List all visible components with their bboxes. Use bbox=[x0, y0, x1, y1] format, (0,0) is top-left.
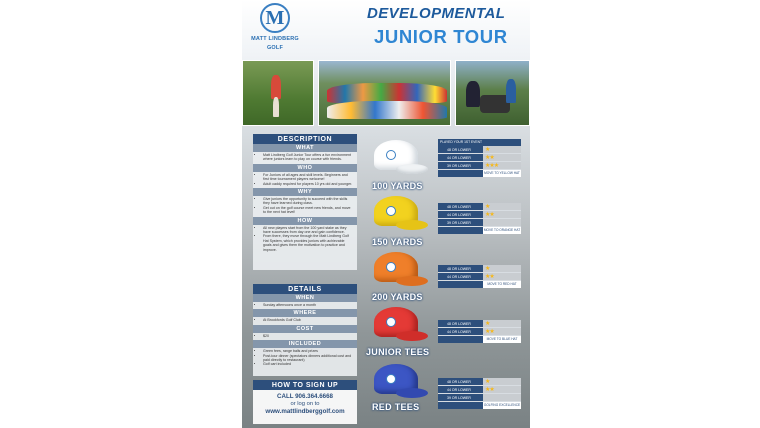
level-label-200-yards: 200 YARDS bbox=[372, 292, 423, 302]
table-row: 48 OR LOWER ★ bbox=[438, 203, 521, 211]
when-heading: WHEN bbox=[253, 294, 357, 302]
included-bullet: • Golf cart included bbox=[263, 362, 353, 366]
signup-or: or log on to bbox=[290, 401, 320, 407]
included-bullet: • Green fees, range balls and prizes bbox=[263, 349, 353, 353]
signup-box bbox=[253, 380, 357, 424]
photo-cart bbox=[455, 60, 530, 126]
red-hat-icon bbox=[366, 305, 430, 345]
level-label-red-tees: RED TEES bbox=[372, 402, 420, 412]
cost-text: • $20 bbox=[263, 334, 353, 338]
cost-heading: COST bbox=[253, 325, 357, 333]
star-icon bbox=[483, 394, 521, 401]
why-bullet: • Get out on the golf course meet new friends, and move to the next hat level! bbox=[263, 206, 353, 215]
level-label-100-yards: 100 YARDS bbox=[372, 181, 423, 191]
table-row: 39 OR LOWER bbox=[438, 219, 521, 227]
score-table-150-yards bbox=[438, 203, 521, 234]
star-icon: ★ bbox=[483, 203, 521, 210]
star-icon: ★ bbox=[483, 320, 521, 327]
how-heading: HOW bbox=[253, 217, 357, 225]
table-footer: GOLFING EXCELLENCE bbox=[483, 403, 521, 407]
logo bbox=[250, 3, 300, 57]
table-row: 44 OR LOWER ★★ bbox=[438, 386, 521, 394]
description-panel bbox=[253, 134, 357, 270]
table-row: 48 OR LOWER ★ bbox=[438, 265, 521, 273]
title-developmental: DEVELOPMENTAL bbox=[367, 5, 506, 22]
table-header: PLAYED YOUR 1ST EVENT bbox=[438, 139, 521, 146]
photo-golfer-swing bbox=[242, 60, 314, 126]
details-title: DETAILS bbox=[253, 284, 357, 294]
table-row: 39 OR LOWER ★★★ bbox=[438, 162, 521, 170]
details-panel bbox=[253, 284, 357, 376]
description-title: DESCRIPTION bbox=[253, 134, 357, 144]
score-table-200-yards bbox=[438, 265, 521, 288]
included-bullet: • Post-tour dinner (spectators dinners additional cost and paid directly to restaurant) bbox=[263, 354, 353, 363]
table-row: 44 OR LOWER ★★ bbox=[438, 154, 521, 162]
blue-hat-icon bbox=[366, 362, 430, 402]
star-icon: ★ bbox=[483, 265, 521, 272]
star-icon bbox=[483, 219, 521, 226]
table-row: 48 OR LOWER ★ bbox=[438, 378, 521, 386]
table-row: 48 OR LOWER ★ bbox=[438, 320, 521, 328]
table-footer: MOVE TO BLUE HAT bbox=[483, 336, 521, 343]
when-text: • Sunday afternoons once a month bbox=[263, 303, 353, 307]
table-row: 44 OR LOWER ★★ bbox=[438, 328, 521, 336]
where-heading: WHERE bbox=[253, 309, 357, 317]
star-icon: ★★★ bbox=[483, 162, 521, 169]
level-label-150-yards: 150 YARDS bbox=[372, 237, 423, 247]
logo-golf: GOLF bbox=[266, 45, 284, 51]
table-row: 48 OR LOWER ★ bbox=[438, 146, 521, 154]
why-bullet: • Give juniors the opportunity to succeed with the skills they have learned during class. bbox=[263, 197, 353, 206]
star-icon: ★ bbox=[483, 378, 521, 385]
star-icon: ★★ bbox=[483, 328, 521, 335]
level-label-junior-tees: JUNIOR TEES bbox=[366, 347, 430, 357]
table-row: 39 OR LOWER bbox=[438, 394, 521, 402]
star-icon: ★★ bbox=[483, 273, 521, 280]
table-footer: MOVE TO YELLOW HAT bbox=[484, 171, 520, 175]
signup-title: HOW TO SIGN UP bbox=[253, 380, 357, 390]
who-bullet: • Adult caddy required for players 10 yrs old and younger. bbox=[263, 182, 353, 186]
signup-website-link[interactable]: www.mattlindberggolf.com bbox=[265, 408, 345, 415]
who-bullet: • For Juniors of all ages and skill levels. Beginners and first time tournament players welcome! bbox=[263, 173, 353, 182]
score-table-junior-tees bbox=[438, 320, 521, 343]
score-table-100-yards bbox=[438, 139, 521, 177]
star-icon: ★ bbox=[483, 146, 521, 153]
table-footer: MOVE TO ORANGE HAT bbox=[483, 228, 521, 232]
who-heading: WHO bbox=[253, 164, 357, 172]
how-bullet: • All new players start from the 100 yard stake as they have successes from day one and gain confidence. bbox=[263, 226, 353, 235]
photo-group bbox=[318, 60, 451, 126]
table-footer: MOVE TO RED HAT bbox=[483, 281, 521, 288]
what-text: • Matt Lindberg Golf Junior Tour offers a fun environment where juniors learn to play on course with friends. bbox=[263, 153, 353, 162]
why-heading: WHY bbox=[253, 188, 357, 196]
yellow-hat-icon bbox=[366, 194, 430, 234]
table-row: 44 OR LOWER ★★ bbox=[438, 273, 521, 281]
what-heading: WHAT bbox=[253, 144, 357, 152]
logo-name: MATT LINDBERG bbox=[251, 36, 299, 42]
white-hat-icon bbox=[366, 138, 430, 178]
title-junior-tour: JUNIOR TOUR bbox=[374, 26, 508, 47]
flyer bbox=[242, 0, 530, 428]
orange-hat-icon bbox=[366, 250, 430, 290]
star-icon: ★★ bbox=[483, 154, 521, 161]
signup-phone: CALL 906.364.6668 bbox=[277, 393, 333, 400]
how-bullet: • From there, they move through the Matt Lindberg Golf Hat System, which provides juniors with achievable goals and gives them the motivation to practice and improve. bbox=[263, 234, 353, 252]
table-row: 44 OR LOWER ★★ bbox=[438, 211, 521, 219]
logo-emblem: M bbox=[260, 3, 290, 33]
star-icon: ★★ bbox=[483, 386, 521, 393]
star-icon: ★★ bbox=[483, 211, 521, 218]
score-table-red-tees bbox=[438, 378, 521, 409]
included-heading: INCLUDED bbox=[253, 340, 357, 348]
where-text: • At Brookfords Golf Club bbox=[263, 318, 353, 322]
